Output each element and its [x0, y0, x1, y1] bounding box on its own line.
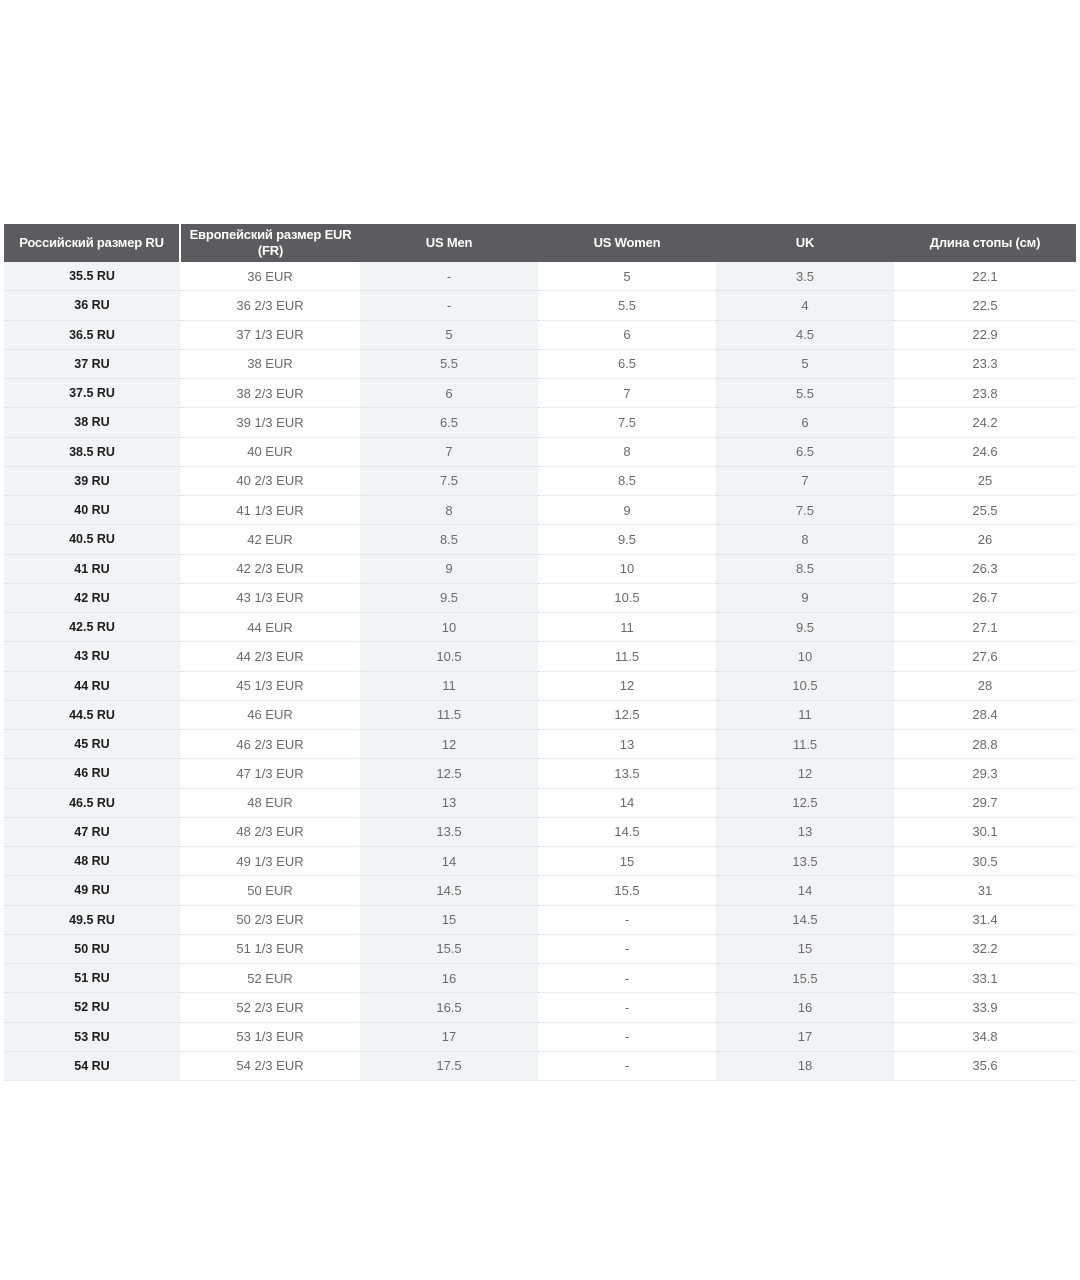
cell-uk: 7.5 — [716, 496, 894, 525]
cell-us-men: 6 — [360, 379, 538, 408]
cell-uk: 11 — [716, 700, 894, 729]
table-row — [4, 788, 1076, 817]
cell-foot-length: 31 — [894, 876, 1076, 905]
cell-ru-size: 41 RU — [4, 554, 180, 583]
cell-ru-size: 40.5 RU — [4, 525, 180, 554]
table-row — [4, 262, 1076, 291]
cell-ru-size: 44 RU — [4, 671, 180, 700]
cell-ru-size: 46.5 RU — [4, 788, 180, 817]
cell-us-women: 12.5 — [538, 700, 716, 729]
cell-us-men: 13.5 — [360, 817, 538, 846]
table-row — [4, 905, 1076, 934]
cell-foot-length: 27.1 — [894, 613, 1076, 642]
cell-eur-size: 38 2/3 EUR — [180, 379, 360, 408]
cell-ru-size: 42.5 RU — [4, 613, 180, 642]
header-ru-size: Российский размер RU — [4, 224, 180, 262]
cell-uk: 6.5 — [716, 437, 894, 466]
cell-ru-size: 38 RU — [4, 408, 180, 437]
cell-eur-size: 38 EUR — [180, 349, 360, 378]
cell-eur-size: 50 2/3 EUR — [180, 905, 360, 934]
cell-us-men: 17 — [360, 1022, 538, 1051]
cell-ru-size: 40 RU — [4, 496, 180, 525]
cell-foot-length: 22.9 — [894, 320, 1076, 349]
cell-uk: 5.5 — [716, 379, 894, 408]
table-row — [4, 525, 1076, 554]
cell-ru-size: 53 RU — [4, 1022, 180, 1051]
cell-ru-size: 39 RU — [4, 466, 180, 495]
cell-us-women: 14.5 — [538, 817, 716, 846]
cell-eur-size: 45 1/3 EUR — [180, 671, 360, 700]
table-row — [4, 671, 1076, 700]
cell-foot-length: 28.8 — [894, 730, 1076, 759]
header-us-women: US Women — [538, 224, 716, 262]
cell-foot-length: 32.2 — [894, 934, 1076, 963]
table-row — [4, 759, 1076, 788]
cell-ru-size: 50 RU — [4, 934, 180, 963]
cell-us-women: - — [538, 905, 716, 934]
cell-uk: 18 — [716, 1051, 894, 1080]
cell-ru-size: 43 RU — [4, 642, 180, 671]
cell-us-women: 11.5 — [538, 642, 716, 671]
cell-foot-length: 22.5 — [894, 291, 1076, 320]
cell-foot-length: 25 — [894, 466, 1076, 495]
cell-eur-size: 47 1/3 EUR — [180, 759, 360, 788]
cell-foot-length: 23.3 — [894, 349, 1076, 378]
cell-uk: 12 — [716, 759, 894, 788]
table-row — [4, 1051, 1076, 1080]
cell-us-women: 7 — [538, 379, 716, 408]
cell-foot-length: 33.9 — [894, 993, 1076, 1022]
cell-eur-size: 42 EUR — [180, 525, 360, 554]
cell-us-women: 6 — [538, 320, 716, 349]
cell-us-men: 15.5 — [360, 934, 538, 963]
cell-us-men: 8 — [360, 496, 538, 525]
table-row — [4, 700, 1076, 729]
cell-uk: 7 — [716, 466, 894, 495]
cell-foot-length: 28 — [894, 671, 1076, 700]
table-row — [4, 817, 1076, 846]
cell-us-women: 10 — [538, 554, 716, 583]
table-row — [4, 730, 1076, 759]
cell-us-men: 11.5 — [360, 700, 538, 729]
cell-us-women: 5 — [538, 262, 716, 291]
cell-us-men: 13 — [360, 788, 538, 817]
header-foot-length: Длина стопы (см) — [894, 224, 1076, 262]
cell-us-men: 14 — [360, 847, 538, 876]
cell-uk: 6 — [716, 408, 894, 437]
cell-ru-size: 48 RU — [4, 847, 180, 876]
cell-foot-length: 24.2 — [894, 408, 1076, 437]
cell-eur-size: 43 1/3 EUR — [180, 583, 360, 612]
cell-us-men: 7 — [360, 437, 538, 466]
size-chart-header — [4, 224, 1076, 262]
cell-us-men: 5.5 — [360, 349, 538, 378]
cell-foot-length: 29.7 — [894, 788, 1076, 817]
table-row — [4, 349, 1076, 378]
cell-foot-length: 30.5 — [894, 847, 1076, 876]
cell-us-women: 6.5 — [538, 349, 716, 378]
cell-uk: 15.5 — [716, 964, 894, 993]
cell-eur-size: 37 1/3 EUR — [180, 320, 360, 349]
cell-uk: 8 — [716, 525, 894, 554]
cell-eur-size: 54 2/3 EUR — [180, 1051, 360, 1080]
cell-foot-length: 22.1 — [894, 262, 1076, 291]
cell-us-men: 8.5 — [360, 525, 538, 554]
table-row — [4, 496, 1076, 525]
cell-us-men: 12 — [360, 730, 538, 759]
cell-us-women: - — [538, 964, 716, 993]
cell-us-men: 15 — [360, 905, 538, 934]
cell-foot-length: 23.8 — [894, 379, 1076, 408]
cell-foot-length: 35.6 — [894, 1051, 1076, 1080]
cell-uk: 17 — [716, 1022, 894, 1051]
cell-us-men: 10 — [360, 613, 538, 642]
cell-us-men: 17.5 — [360, 1051, 538, 1080]
table-row — [4, 642, 1076, 671]
cell-foot-length: 30.1 — [894, 817, 1076, 846]
cell-us-men: 5 — [360, 320, 538, 349]
cell-ru-size: 46 RU — [4, 759, 180, 788]
cell-us-men: 12.5 — [360, 759, 538, 788]
cell-us-men: 14.5 — [360, 876, 538, 905]
cell-ru-size: 49 RU — [4, 876, 180, 905]
cell-uk: 4 — [716, 291, 894, 320]
cell-us-women: 11 — [538, 613, 716, 642]
cell-ru-size: 45 RU — [4, 730, 180, 759]
cell-foot-length: 27.6 — [894, 642, 1076, 671]
table-row — [4, 876, 1076, 905]
cell-eur-size: 46 EUR — [180, 700, 360, 729]
table-row — [4, 934, 1076, 963]
cell-us-men: 9.5 — [360, 583, 538, 612]
cell-us-men: 9 — [360, 554, 538, 583]
cell-uk: 3.5 — [716, 262, 894, 291]
cell-foot-length: 24.6 — [894, 437, 1076, 466]
cell-eur-size: 36 2/3 EUR — [180, 291, 360, 320]
cell-eur-size: 36 EUR — [180, 262, 360, 291]
cell-eur-size: 44 EUR — [180, 613, 360, 642]
cell-uk: 5 — [716, 349, 894, 378]
cell-us-women: - — [538, 1051, 716, 1080]
table-row — [4, 554, 1076, 583]
cell-uk: 13.5 — [716, 847, 894, 876]
cell-us-women: 13.5 — [538, 759, 716, 788]
table-row — [4, 847, 1076, 876]
header-eur-size: Европейский размер EUR (FR) — [180, 224, 360, 262]
cell-foot-length: 34.8 — [894, 1022, 1076, 1051]
cell-eur-size: 40 2/3 EUR — [180, 466, 360, 495]
size-chart-body — [4, 262, 1076, 1081]
cell-uk: 11.5 — [716, 730, 894, 759]
cell-ru-size: 35.5 RU — [4, 262, 180, 291]
cell-uk: 13 — [716, 817, 894, 846]
cell-uk: 9.5 — [716, 613, 894, 642]
cell-us-men: 16.5 — [360, 993, 538, 1022]
cell-us-men: - — [360, 291, 538, 320]
table-row — [4, 613, 1076, 642]
cell-uk: 12.5 — [716, 788, 894, 817]
cell-eur-size: 40 EUR — [180, 437, 360, 466]
cell-eur-size: 53 1/3 EUR — [180, 1022, 360, 1051]
table-row — [4, 408, 1076, 437]
cell-eur-size: 48 2/3 EUR — [180, 817, 360, 846]
cell-foot-length: 28.4 — [894, 700, 1076, 729]
cell-us-men: - — [360, 262, 538, 291]
cell-uk: 14 — [716, 876, 894, 905]
cell-us-women: 13 — [538, 730, 716, 759]
size-chart-table — [4, 224, 1076, 1081]
cell-us-women: 10.5 — [538, 583, 716, 612]
cell-ru-size: 36.5 RU — [4, 320, 180, 349]
cell-ru-size: 51 RU — [4, 964, 180, 993]
header-us-men: US Men — [360, 224, 538, 262]
cell-us-women: 15 — [538, 847, 716, 876]
table-row — [4, 291, 1076, 320]
cell-foot-length: 31.4 — [894, 905, 1076, 934]
cell-us-women: 8.5 — [538, 466, 716, 495]
cell-foot-length: 33.1 — [894, 964, 1076, 993]
cell-ru-size: 49.5 RU — [4, 905, 180, 934]
cell-eur-size: 42 2/3 EUR — [180, 554, 360, 583]
cell-ru-size: 52 RU — [4, 993, 180, 1022]
cell-us-women: 12 — [538, 671, 716, 700]
table-row — [4, 993, 1076, 1022]
cell-foot-length: 25.5 — [894, 496, 1076, 525]
cell-us-women: 15.5 — [538, 876, 716, 905]
cell-ru-size: 54 RU — [4, 1051, 180, 1080]
cell-eur-size: 50 EUR — [180, 876, 360, 905]
header-uk: UK — [716, 224, 894, 262]
cell-eur-size: 39 1/3 EUR — [180, 408, 360, 437]
cell-foot-length: 26.3 — [894, 554, 1076, 583]
cell-eur-size: 52 2/3 EUR — [180, 993, 360, 1022]
cell-ru-size: 38.5 RU — [4, 437, 180, 466]
cell-uk: 10 — [716, 642, 894, 671]
cell-foot-length: 26 — [894, 525, 1076, 554]
cell-us-men: 6.5 — [360, 408, 538, 437]
table-row — [4, 466, 1076, 495]
cell-eur-size: 46 2/3 EUR — [180, 730, 360, 759]
cell-uk: 14.5 — [716, 905, 894, 934]
cell-ru-size: 47 RU — [4, 817, 180, 846]
cell-uk: 4.5 — [716, 320, 894, 349]
table-row — [4, 379, 1076, 408]
table-row — [4, 437, 1076, 466]
cell-us-women: 9.5 — [538, 525, 716, 554]
cell-us-women: 14 — [538, 788, 716, 817]
table-row — [4, 1022, 1076, 1051]
cell-us-women: 9 — [538, 496, 716, 525]
cell-ru-size: 36 RU — [4, 291, 180, 320]
cell-eur-size: 48 EUR — [180, 788, 360, 817]
cell-eur-size: 49 1/3 EUR — [180, 847, 360, 876]
table-row — [4, 964, 1076, 993]
cell-us-men: 10.5 — [360, 642, 538, 671]
cell-foot-length: 26.7 — [894, 583, 1076, 612]
cell-us-women: 8 — [538, 437, 716, 466]
cell-uk: 10.5 — [716, 671, 894, 700]
cell-uk: 9 — [716, 583, 894, 612]
cell-eur-size: 51 1/3 EUR — [180, 934, 360, 963]
cell-uk: 16 — [716, 993, 894, 1022]
cell-us-men: 7.5 — [360, 466, 538, 495]
cell-uk: 15 — [716, 934, 894, 963]
cell-us-women: 7.5 — [538, 408, 716, 437]
cell-us-women: 5.5 — [538, 291, 716, 320]
cell-eur-size: 52 EUR — [180, 964, 360, 993]
header-row — [4, 224, 1076, 262]
table-row — [4, 583, 1076, 612]
cell-foot-length: 29.3 — [894, 759, 1076, 788]
cell-ru-size: 44.5 RU — [4, 700, 180, 729]
cell-us-women: - — [538, 1022, 716, 1051]
cell-ru-size: 37 RU — [4, 349, 180, 378]
cell-ru-size: 37.5 RU — [4, 379, 180, 408]
cell-eur-size: 44 2/3 EUR — [180, 642, 360, 671]
cell-ru-size: 42 RU — [4, 583, 180, 612]
cell-us-women: - — [538, 993, 716, 1022]
cell-uk: 8.5 — [716, 554, 894, 583]
cell-eur-size: 41 1/3 EUR — [180, 496, 360, 525]
cell-us-men: 16 — [360, 964, 538, 993]
cell-us-men: 11 — [360, 671, 538, 700]
cell-us-women: - — [538, 934, 716, 963]
table-row — [4, 320, 1076, 349]
